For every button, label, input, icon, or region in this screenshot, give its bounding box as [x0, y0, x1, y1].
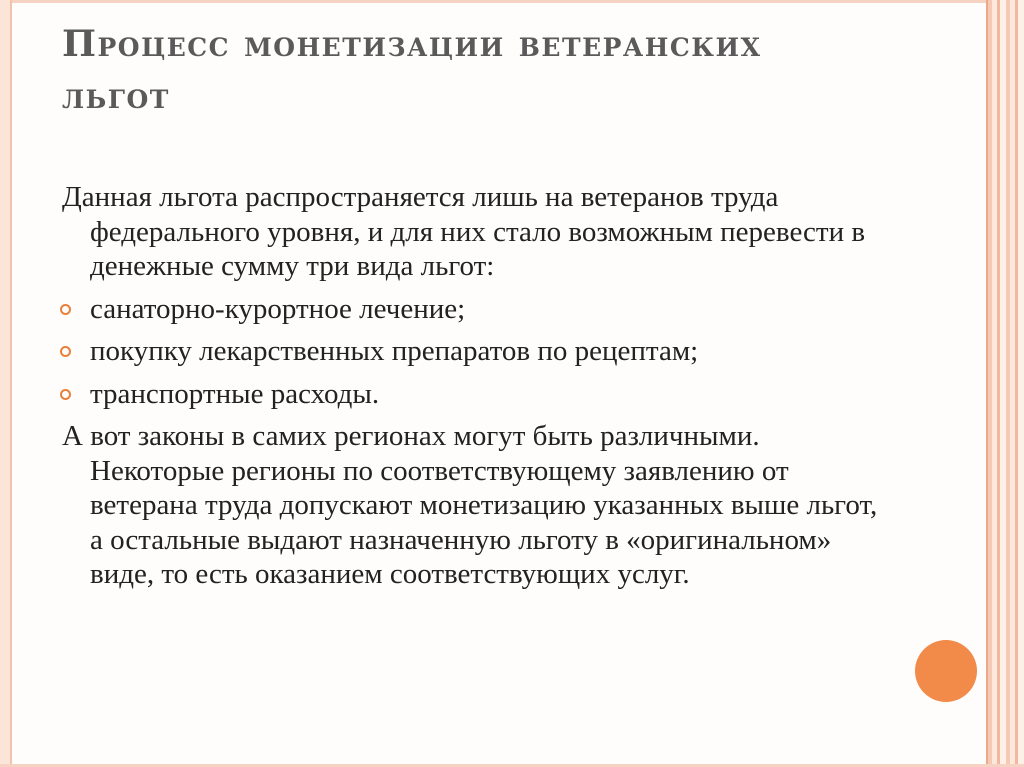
list-item: [62, 292, 882, 327]
list-item-text: покупку лекарственных препаратов по рецептам;: [90, 335, 699, 367]
list-item-text: транспортные расходы.: [90, 377, 380, 410]
frame-left-line: [10, 0, 12, 767]
benefits-list: [62, 292, 882, 412]
list-item: [62, 377, 882, 412]
slide-title-line2: льгот: [62, 75, 170, 117]
bullet-ring-icon: [60, 346, 71, 357]
frame-left-border: [0, 0, 10, 767]
frame-top-border: [0, 0, 1024, 3]
slide-title: [62, 18, 942, 122]
intro-paragraph: Данная льгота распространяется лишь на ветеранов труда федерального уровня, и для них стало возможным перевести в денежные сумму три вида льгот:: [62, 181, 866, 282]
bullet-ring-icon: [60, 389, 71, 400]
frame-right-line: [986, 0, 988, 767]
slide-body: [62, 180, 882, 600]
closing-paragraph: А вот законы в самих регионах могут быть различными. Некоторые регионы по соответствующему заявлению от ветерана труда допускают монетизацию указанных выше льгот, а остальные выдают назначенную льготу в «оригинальном» виде, то есть оказанием соответствующих услуг.: [62, 420, 878, 590]
slide-title-line1: Процесс монетизации ветеранских: [62, 23, 762, 65]
list-item-text: санаторно-курортное лечение;: [90, 292, 466, 325]
frame-right-stripes: [988, 0, 1024, 767]
list-item: [62, 334, 882, 369]
bullet-ring-icon: [60, 304, 71, 315]
decorative-orange-circle-icon: [915, 640, 977, 702]
